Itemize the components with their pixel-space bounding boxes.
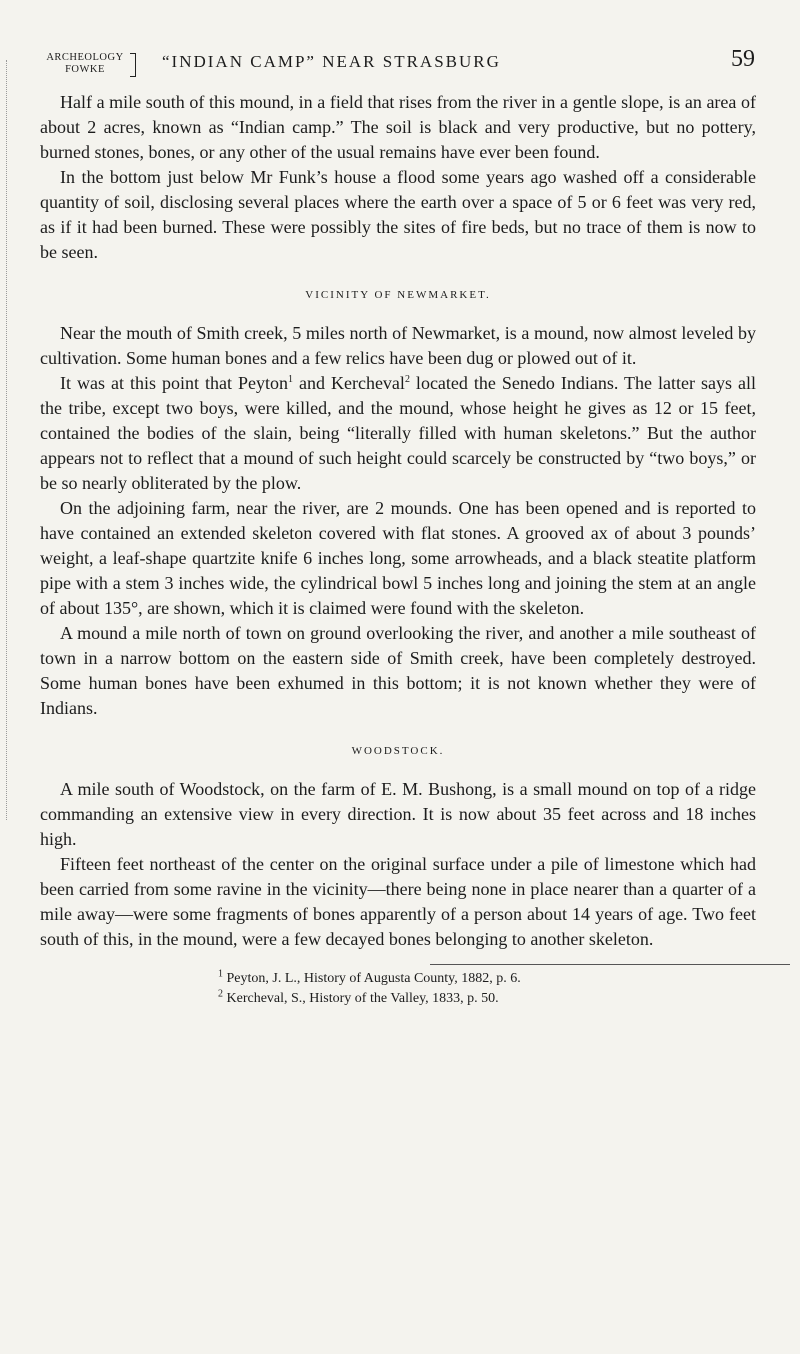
series-line-1: ARCHEOLOGY [46, 52, 124, 63]
page-number: 59 [731, 46, 755, 72]
paragraph: A mound a mile north of town on ground overlooking the river, and another a mile southeast of town in a narrow bottom on the eastern side of Smith creek, have been completely destroyed. Some human bones have been exhumed in this bottom; it is not known whether they were of Indians. [40, 623, 756, 718]
paragraph: In the bottom just below Mr Funk’s house a flood some years ago washed off a considerable quantity of soil, disclosing several places where the earth over a space of 5 or 6 feet was very red, as if it had been burned. These were possibly the sites of fire beds, but no trace of them is now to be seen. [40, 167, 756, 262]
paragraph: On the adjoining farm, near the river, are 2 mounds. One has been opened and is reported to have contained an extended skeleton covered with flat stones. A grooved ax of about 3 pounds’ weight, a leaf-shape quartzite knife 6 inches long, some arrowheads, and a black steatite platform pipe with a stem 3 inches wide, the cylindrical bowl 5 inches long and joining the stem at an angle of about 135°, are shown, which it is claimed were found with the skeleton. [40, 498, 756, 618]
text-run: and Kercheval [292, 373, 405, 393]
page-header [40, 46, 755, 92]
series-line-2: FOWKE [65, 64, 105, 75]
page-edge-mark [6, 60, 9, 820]
body-text [40, 90, 756, 1009]
footnote-number: 1 [218, 968, 223, 980]
footnote-text: Peyton, J. L., History of Augusta County, 1882, p. 6. [226, 971, 521, 986]
paragraph [40, 371, 756, 496]
paragraph: Near the mouth of Smith creek, 5 miles north of Newmarket, is a mound, now almost leveled by cultivation. Some human bones and a few relics have been dug or plowed out of it. [40, 323, 756, 368]
paragraph: Half a mile south of this mound, in a field that rises from the river in a gentle slope, is an area of about 2 acres, known as “Indian camp.” The soil is black and very productive, but no pottery, burned stones, bones, or any other of the usual remains have ever been found. [40, 92, 756, 162]
bracket-mark [130, 53, 136, 77]
footnote-number: 2 [218, 988, 223, 1000]
text-run: It was at this point that Peyton [60, 373, 288, 393]
text-run: located the Senedo Indians. The latter says all the tribe, except two boys, were killed, and the mound, whose height he gives as 12 or 15 feet, contained the bodies of the slain, being “literally filled with human skeletons.” But the author appears not to reflect that a mound of such height could scarcely be constructed by “two boys,” or be so nearly obliterated by the plow. [40, 373, 756, 493]
footnote [218, 989, 756, 1009]
footnote-rule [430, 964, 790, 965]
paragraph: A mile south of Woodstock, on the farm of E. M. Bushong, is a small mound on top of a ridge commanding an extensive view in every direction. It is now about 35 feet across and 18 inches high. [40, 779, 756, 849]
footnote [218, 969, 756, 989]
footnotes [40, 969, 756, 1009]
series-label [40, 52, 130, 76]
section-heading: VICINITY OF NEWMARKET. [305, 289, 491, 301]
running-title: “INDIAN CAMP” NEAR STRASBURG [162, 52, 501, 71]
footnote-text: Kercheval, S., History of the Valley, 1833, p. 50. [226, 991, 499, 1006]
footnote-ref: 1 [287, 374, 293, 385]
paragraph: Fifteen feet northeast of the center on the original surface under a pile of limestone which had been carried from some ravine in the vicinity—there being none in place nearer than a quarter of a mile away—were some fragments of bones apparently of a person about 14 years of age. Two feet south of this, in the mound, were a few decayed bones belonging to another skeleton. [40, 854, 756, 949]
footnote-ref: 2 [404, 374, 410, 385]
section-heading: WOODSTOCK. [351, 745, 445, 757]
